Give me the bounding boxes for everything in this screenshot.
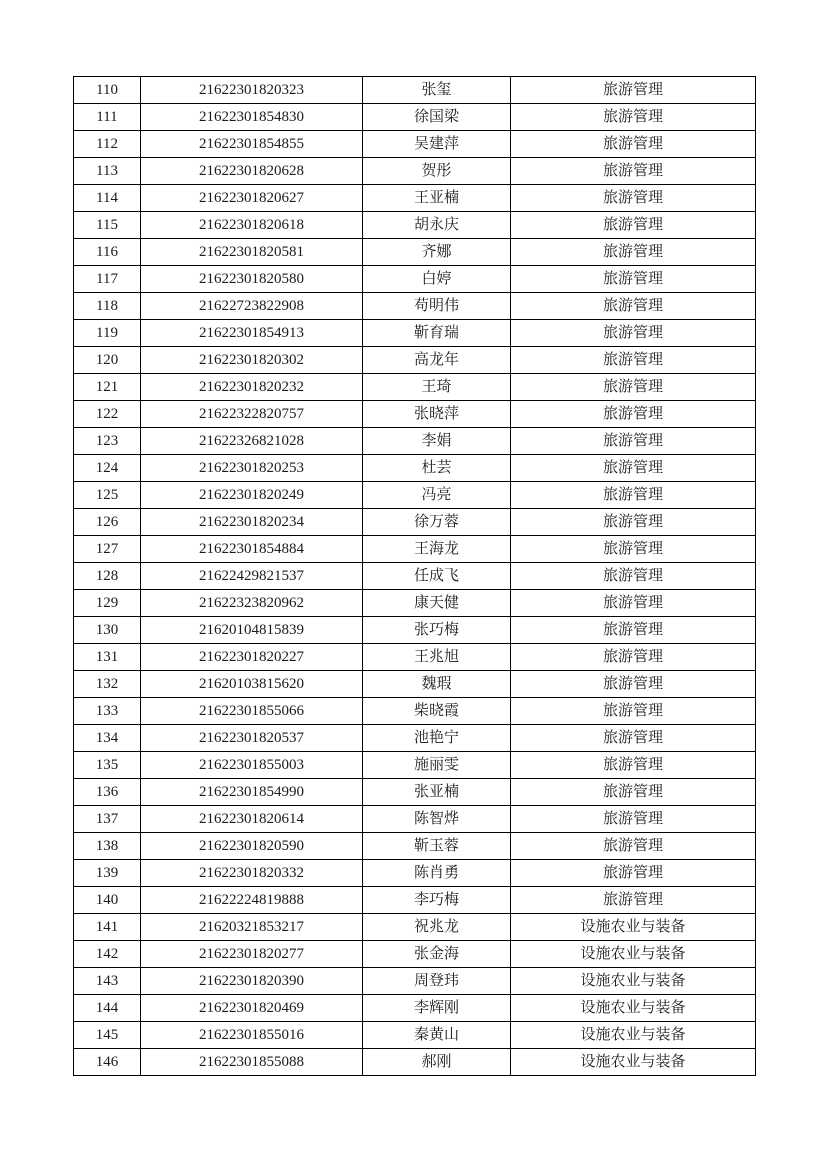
cell-major: 旅游管理 [511, 698, 756, 725]
cell-student-id: 21622301854830 [141, 104, 363, 131]
table-row [74, 212, 756, 239]
cell-major: 旅游管理 [511, 671, 756, 698]
cell-row-number: 141 [74, 914, 141, 941]
cell-student-id: 21622301854990 [141, 779, 363, 806]
cell-student-id: 21622301855088 [141, 1049, 363, 1076]
cell-student-name: 杜芸 [363, 455, 511, 482]
cell-major: 旅游管理 [511, 77, 756, 104]
cell-major: 旅游管理 [511, 482, 756, 509]
cell-major: 旅游管理 [511, 590, 756, 617]
cell-row-number: 111 [74, 104, 141, 131]
table-row [74, 374, 756, 401]
cell-major: 设施农业与装备 [511, 941, 756, 968]
cell-major: 设施农业与装备 [511, 1049, 756, 1076]
cell-major: 设施农业与装备 [511, 968, 756, 995]
cell-major: 旅游管理 [511, 536, 756, 563]
cell-student-id: 21622301820227 [141, 644, 363, 671]
cell-major: 旅游管理 [511, 104, 756, 131]
cell-student-name: 白婷 [363, 266, 511, 293]
cell-row-number: 129 [74, 590, 141, 617]
student-roster-body [74, 77, 756, 1076]
cell-major: 旅游管理 [511, 779, 756, 806]
cell-student-name: 贺彤 [363, 158, 511, 185]
cell-student-id: 21622301820618 [141, 212, 363, 239]
table-row [74, 482, 756, 509]
cell-row-number: 137 [74, 806, 141, 833]
cell-student-name: 陈肖勇 [363, 860, 511, 887]
cell-student-id: 21622723822908 [141, 293, 363, 320]
cell-major: 旅游管理 [511, 887, 756, 914]
cell-row-number: 110 [74, 77, 141, 104]
student-roster-table [73, 76, 756, 1076]
cell-row-number: 135 [74, 752, 141, 779]
cell-student-name: 张亚楠 [363, 779, 511, 806]
table-row [74, 509, 756, 536]
cell-student-name: 李娟 [363, 428, 511, 455]
cell-student-id: 21622301855003 [141, 752, 363, 779]
cell-row-number: 123 [74, 428, 141, 455]
cell-student-name: 靳玉蓉 [363, 833, 511, 860]
cell-student-id: 21622301820614 [141, 806, 363, 833]
cell-row-number: 121 [74, 374, 141, 401]
cell-student-id: 21622301820332 [141, 860, 363, 887]
cell-major: 旅游管理 [511, 347, 756, 374]
cell-row-number: 112 [74, 131, 141, 158]
cell-row-number: 136 [74, 779, 141, 806]
cell-major: 旅游管理 [511, 428, 756, 455]
cell-major: 旅游管理 [511, 563, 756, 590]
cell-major: 设施农业与装备 [511, 1022, 756, 1049]
cell-major: 旅游管理 [511, 806, 756, 833]
cell-student-id: 21620103815620 [141, 671, 363, 698]
table-row [74, 347, 756, 374]
table-row [74, 995, 756, 1022]
cell-major: 旅游管理 [511, 752, 756, 779]
cell-major: 旅游管理 [511, 455, 756, 482]
cell-major: 旅游管理 [511, 158, 756, 185]
cell-student-name: 徐国梁 [363, 104, 511, 131]
cell-student-id: 21622224819888 [141, 887, 363, 914]
table-row [74, 617, 756, 644]
cell-row-number: 145 [74, 1022, 141, 1049]
cell-student-id: 21622301820537 [141, 725, 363, 752]
cell-student-name: 张晓萍 [363, 401, 511, 428]
cell-student-id: 21622301820627 [141, 185, 363, 212]
cell-student-id: 21622301820302 [141, 347, 363, 374]
table-row [74, 104, 756, 131]
cell-student-id: 21622301854884 [141, 536, 363, 563]
cell-student-id: 21620321853217 [141, 914, 363, 941]
cell-student-id: 21622301854913 [141, 320, 363, 347]
cell-student-id: 21622301855066 [141, 698, 363, 725]
table-row [74, 725, 756, 752]
cell-student-name: 徐万蓉 [363, 509, 511, 536]
cell-student-name: 陈智烨 [363, 806, 511, 833]
cell-row-number: 133 [74, 698, 141, 725]
cell-major: 旅游管理 [511, 374, 756, 401]
cell-student-name: 祝兆龙 [363, 914, 511, 941]
cell-major: 旅游管理 [511, 320, 756, 347]
cell-student-id: 21622301820580 [141, 266, 363, 293]
cell-row-number: 146 [74, 1049, 141, 1076]
cell-student-id: 21622326821028 [141, 428, 363, 455]
cell-row-number: 126 [74, 509, 141, 536]
cell-student-name: 周登玮 [363, 968, 511, 995]
cell-student-name: 吴建萍 [363, 131, 511, 158]
cell-major: 旅游管理 [511, 644, 756, 671]
cell-major: 旅游管理 [511, 266, 756, 293]
cell-student-name: 魏瑕 [363, 671, 511, 698]
cell-student-id: 21622301820390 [141, 968, 363, 995]
cell-row-number: 138 [74, 833, 141, 860]
cell-row-number: 113 [74, 158, 141, 185]
table-row [74, 131, 756, 158]
cell-student-name: 王海龙 [363, 536, 511, 563]
cell-row-number: 122 [74, 401, 141, 428]
cell-major: 旅游管理 [511, 239, 756, 266]
cell-row-number: 142 [74, 941, 141, 968]
table-row [74, 968, 756, 995]
table-row [74, 401, 756, 428]
cell-major: 旅游管理 [511, 860, 756, 887]
cell-student-name: 任成飞 [363, 563, 511, 590]
cell-row-number: 116 [74, 239, 141, 266]
cell-student-name: 池艳宁 [363, 725, 511, 752]
cell-student-name: 胡永庆 [363, 212, 511, 239]
table-row [74, 860, 756, 887]
table-row [74, 671, 756, 698]
cell-student-id: 21622301820253 [141, 455, 363, 482]
table-row [74, 752, 756, 779]
cell-student-id: 21622322820757 [141, 401, 363, 428]
cell-row-number: 117 [74, 266, 141, 293]
table-row [74, 77, 756, 104]
cell-student-id: 21622301820628 [141, 158, 363, 185]
cell-student-name: 齐娜 [363, 239, 511, 266]
cell-student-name: 张巧梅 [363, 617, 511, 644]
cell-student-name: 李辉刚 [363, 995, 511, 1022]
table-row [74, 266, 756, 293]
cell-row-number: 131 [74, 644, 141, 671]
table-row [74, 806, 756, 833]
cell-major: 旅游管理 [511, 212, 756, 239]
cell-student-name: 李巧梅 [363, 887, 511, 914]
cell-student-id: 21622301820249 [141, 482, 363, 509]
cell-student-name: 王亚楠 [363, 185, 511, 212]
table-row [74, 536, 756, 563]
cell-student-id: 21622301855016 [141, 1022, 363, 1049]
table-row [74, 185, 756, 212]
cell-row-number: 140 [74, 887, 141, 914]
cell-student-id: 21622429821537 [141, 563, 363, 590]
cell-row-number: 130 [74, 617, 141, 644]
cell-major: 旅游管理 [511, 833, 756, 860]
cell-row-number: 127 [74, 536, 141, 563]
table-row [74, 833, 756, 860]
table-row [74, 428, 756, 455]
cell-student-name: 施丽雯 [363, 752, 511, 779]
cell-major: 设施农业与装备 [511, 995, 756, 1022]
cell-row-number: 128 [74, 563, 141, 590]
cell-student-id: 21622301820469 [141, 995, 363, 1022]
cell-row-number: 120 [74, 347, 141, 374]
table-row [74, 320, 756, 347]
cell-student-id: 21622323820962 [141, 590, 363, 617]
table-row [74, 293, 756, 320]
cell-major: 旅游管理 [511, 617, 756, 644]
cell-row-number: 124 [74, 455, 141, 482]
cell-student-name: 康天健 [363, 590, 511, 617]
cell-student-id: 21622301820581 [141, 239, 363, 266]
table-row [74, 698, 756, 725]
cell-row-number: 144 [74, 995, 141, 1022]
cell-student-name: 秦黄山 [363, 1022, 511, 1049]
table-row [74, 914, 756, 941]
cell-row-number: 139 [74, 860, 141, 887]
cell-row-number: 125 [74, 482, 141, 509]
cell-student-id: 21622301820277 [141, 941, 363, 968]
table-row [74, 158, 756, 185]
table-row [74, 455, 756, 482]
cell-student-name: 张金海 [363, 941, 511, 968]
cell-student-name: 靳育瑞 [363, 320, 511, 347]
cell-student-name: 冯亮 [363, 482, 511, 509]
cell-row-number: 115 [74, 212, 141, 239]
cell-student-id: 21622301820590 [141, 833, 363, 860]
cell-major: 旅游管理 [511, 131, 756, 158]
cell-major: 设施农业与装备 [511, 914, 756, 941]
cell-student-name: 高龙年 [363, 347, 511, 374]
table-row [74, 1022, 756, 1049]
table-row [74, 563, 756, 590]
cell-row-number: 132 [74, 671, 141, 698]
cell-row-number: 118 [74, 293, 141, 320]
table-row [74, 779, 756, 806]
cell-student-id: 21622301820234 [141, 509, 363, 536]
cell-major: 旅游管理 [511, 725, 756, 752]
table-row [74, 644, 756, 671]
table-row [74, 887, 756, 914]
cell-student-name: 王兆旭 [363, 644, 511, 671]
cell-student-name: 苟明伟 [363, 293, 511, 320]
cell-student-id: 21622301820232 [141, 374, 363, 401]
cell-major: 旅游管理 [511, 293, 756, 320]
table-row [74, 590, 756, 617]
cell-row-number: 119 [74, 320, 141, 347]
cell-student-name: 郝刚 [363, 1049, 511, 1076]
cell-row-number: 143 [74, 968, 141, 995]
cell-student-name: 王琦 [363, 374, 511, 401]
table-row [74, 239, 756, 266]
table-row [74, 941, 756, 968]
cell-major: 旅游管理 [511, 509, 756, 536]
cell-student-id: 21622301820323 [141, 77, 363, 104]
cell-student-id: 21620104815839 [141, 617, 363, 644]
cell-student-id: 21622301854855 [141, 131, 363, 158]
cell-row-number: 114 [74, 185, 141, 212]
cell-major: 旅游管理 [511, 401, 756, 428]
cell-row-number: 134 [74, 725, 141, 752]
table-row [74, 1049, 756, 1076]
cell-student-name: 张玺 [363, 77, 511, 104]
cell-student-name: 柴晓霞 [363, 698, 511, 725]
cell-major: 旅游管理 [511, 185, 756, 212]
